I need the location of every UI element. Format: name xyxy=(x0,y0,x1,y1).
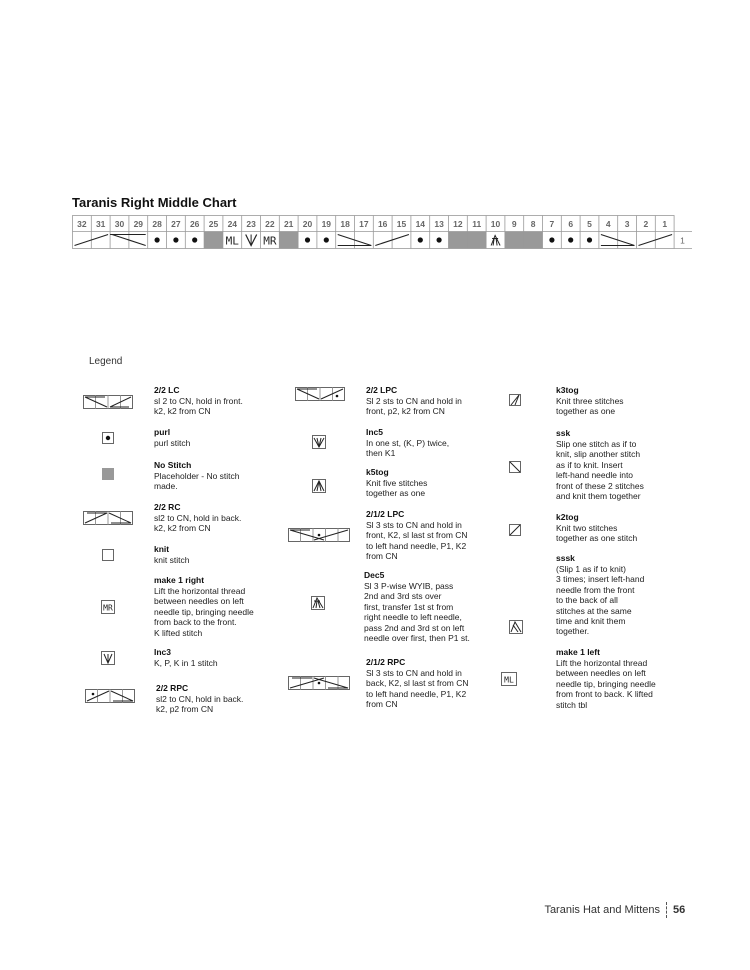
column-number: 3 xyxy=(624,219,630,229)
column-number: 19 xyxy=(321,219,332,229)
legend-entry-2-1-2-rpc xyxy=(366,657,469,710)
legend-name: 2/2 RC xyxy=(154,502,181,512)
legend-desc: Knit three stitches together as one xyxy=(556,396,624,417)
cable-2-1-2-rpc-icon xyxy=(288,676,350,690)
k2tog-icon xyxy=(509,524,521,536)
svg-text:ML: ML xyxy=(225,234,239,248)
legend-name: 2/2 LC xyxy=(154,385,180,395)
chart-cell xyxy=(155,237,160,242)
chart-cell xyxy=(437,237,442,242)
legend-entry-no-stitch xyxy=(154,460,240,492)
column-number: 15 xyxy=(396,219,407,229)
legend-desc: sl2 to CN, hold in back. k2, k2 from CN xyxy=(154,513,242,534)
legend-entry-2-2-lpc xyxy=(366,385,462,417)
dec5-icon xyxy=(311,596,325,610)
column-number: 29 xyxy=(133,219,144,229)
page-number: 56 xyxy=(673,904,686,916)
legend-name: make 1 right xyxy=(154,575,205,585)
legend-name: 2/1/2 LPC xyxy=(366,509,405,519)
legend-entry-inc3 xyxy=(154,647,218,668)
legend-desc: purl stitch xyxy=(154,438,191,448)
legend-name: k5tog xyxy=(366,467,389,477)
cable-2-2-rc-icon xyxy=(83,511,133,525)
legend-name: purl xyxy=(154,427,171,437)
column-number: 28 xyxy=(152,219,162,229)
cable-2-2-lpc-icon xyxy=(295,387,345,401)
column-number: 8 xyxy=(530,219,536,229)
column-number: 13 xyxy=(434,219,444,229)
column-number: 31 xyxy=(95,219,106,229)
chart-cell xyxy=(587,237,592,242)
legend-name: Dec5 xyxy=(364,570,385,580)
chart-cell xyxy=(449,232,468,249)
chart-cell xyxy=(491,236,500,246)
legend-entry-2-2-rpc xyxy=(156,683,243,715)
column-number: 7 xyxy=(549,219,555,229)
column-number: 21 xyxy=(283,219,294,229)
k3tog-icon xyxy=(509,394,521,406)
chart-cell xyxy=(279,232,298,249)
legend-entry-k2tog xyxy=(556,512,637,544)
legend-desc: Sl 3 P-wise WYIB, pass 2nd and 3rd sts over first, transfer 1st st from right needle to left needle, pass 2nd and 3rd st on left needle over first, then P1 st. xyxy=(364,581,470,644)
chart-cell xyxy=(505,232,524,249)
legend-name: knit xyxy=(154,544,170,554)
column-number: 17 xyxy=(359,219,369,229)
legend-desc: sl 2 to CN, hold in front. k2, k2 from CN xyxy=(154,396,243,417)
column-number: 10 xyxy=(490,219,501,229)
column-number: 32 xyxy=(77,219,87,229)
footer-separator xyxy=(666,902,667,918)
no-stitch-icon xyxy=(102,468,114,480)
legend-entry-k5tog xyxy=(366,467,427,499)
legend-desc: K, P, K in 1 stitch xyxy=(154,658,218,668)
legend-desc: Sl 3 sts to CN and hold in front, K2, sl last st from CN to left hand needle, P1, K2 from CN xyxy=(366,520,468,562)
chart-cell xyxy=(305,237,310,242)
chart-cell xyxy=(549,237,554,242)
legend-entry-2-1-2-lpc xyxy=(366,509,468,562)
column-number: 22 xyxy=(265,219,275,229)
svg-text:MR: MR xyxy=(103,603,113,613)
k5tog-icon xyxy=(312,479,326,493)
column-number: 18 xyxy=(340,219,350,229)
chart-cell xyxy=(246,235,257,246)
legend-desc: Knit five stitches together as one xyxy=(366,478,428,499)
legend-desc: knit stitch xyxy=(154,555,190,565)
column-number: 20 xyxy=(302,219,313,229)
column-number: 25 xyxy=(208,219,219,229)
column-number: 5 xyxy=(587,219,592,229)
chart-cell xyxy=(467,232,486,249)
legend-entry-sssk xyxy=(556,553,644,637)
column-number: 9 xyxy=(511,219,517,229)
chart-cell xyxy=(418,237,423,242)
legend-entry-inc5 xyxy=(366,427,449,459)
legend-name: 2/2 LPC xyxy=(366,385,398,395)
sssk-icon xyxy=(509,620,523,634)
chart-cell xyxy=(263,235,277,248)
svg-text:ML: ML xyxy=(504,675,514,685)
svg-text:MR: MR xyxy=(263,234,277,248)
cable-2-2-lc-icon xyxy=(83,395,133,409)
chart-cell xyxy=(324,237,329,242)
column-number: 16 xyxy=(377,219,388,229)
cable-2-2-rpc-icon xyxy=(85,689,135,703)
column-number: 6 xyxy=(568,219,574,229)
legend-name: No Stitch xyxy=(154,460,192,470)
legend-entry-2-2-rc xyxy=(154,502,241,534)
legend-desc: Slip one stitch as if to knit, slip another stitch as if to knit. Insert left-hand needle into front of these 2 stitches and knit them together xyxy=(556,439,644,502)
column-number: 2 xyxy=(643,219,649,229)
knitting-chart xyxy=(72,215,692,255)
legend-entry-k3tog xyxy=(556,385,624,417)
column-number: 12 xyxy=(453,219,463,229)
chart-title: Taranis Right Middle Chart xyxy=(72,195,237,210)
legend-entry-dec5 xyxy=(364,570,470,643)
legend-entry-knit xyxy=(154,544,189,565)
column-number: 24 xyxy=(227,219,238,229)
legend-desc: (Slip 1 as if to knit) 3 times; insert left-hand needle from the front to the back of all stitches at the same time and knit them together. xyxy=(556,564,645,637)
legend-desc: sl2 to CN, hold in back. k2, p2 from CN xyxy=(156,694,244,715)
chart-cell xyxy=(204,232,223,249)
legend-desc: In one st, (K, P) twice, then K1 xyxy=(366,438,450,459)
legend-name: k3tog xyxy=(556,385,579,395)
legend-title: Legend xyxy=(89,356,123,367)
column-number: 30 xyxy=(114,219,125,229)
column-number: 4 xyxy=(605,219,611,229)
legend-name: make 1 left xyxy=(556,647,600,657)
inc5-icon xyxy=(312,435,326,449)
make-1-left-icon xyxy=(501,672,517,686)
legend-desc: Lift the horizontal thread between needles on left needle tip, bringing needle from back to the front. K lifted stitch xyxy=(154,586,254,638)
legend-name: sssk xyxy=(556,553,575,563)
chart-cell xyxy=(226,235,240,248)
legend-desc: Sl 2 sts to CN and hold in front, p2, k2 from CN xyxy=(366,396,462,417)
purl-icon xyxy=(102,432,114,444)
ssk-icon xyxy=(509,461,521,473)
column-number: 14 xyxy=(415,219,426,229)
legend-name: 2/1/2 RPC xyxy=(366,657,406,667)
chart-cell xyxy=(568,237,573,242)
legend-entry-ssk xyxy=(556,428,644,501)
column-number: 26 xyxy=(189,219,200,229)
cable-2-1-2-lpc-icon xyxy=(288,528,350,542)
chart-cell xyxy=(524,232,543,249)
legend-name: ssk xyxy=(556,428,571,438)
legend-entry-make-1-right xyxy=(154,575,254,638)
legend-name: Inc5 xyxy=(366,427,384,437)
make-1-right-icon xyxy=(101,600,115,614)
row-number: 1 xyxy=(680,235,685,246)
column-number: 23 xyxy=(246,219,256,229)
legend-desc: Lift the horizontal thread between needles on left needle tip, bringing needle from front to back. K lifted stitch tbl xyxy=(556,658,656,710)
legend-entry-2-2-lc xyxy=(154,385,243,417)
legend-entry-make-1-left xyxy=(556,647,656,710)
legend-name: 2/2 RPC xyxy=(156,683,189,693)
knit-icon xyxy=(102,549,114,561)
chart-cell xyxy=(173,237,178,242)
legend-desc: Sl 3 sts to CN and hold in back, K2, sl last st from CN to left hand needle, P1, K2 from CN xyxy=(366,668,469,710)
column-number: 1 xyxy=(662,219,668,229)
legend-name: k2tog xyxy=(556,512,579,522)
legend-desc: Placeholder - No stitch made. xyxy=(154,471,240,492)
column-number: 27 xyxy=(171,219,181,229)
legend-desc: Knit two stitches together as one stitch xyxy=(556,523,638,544)
legend-name: Inc3 xyxy=(154,647,172,657)
inc3-icon xyxy=(101,651,115,665)
legend-entry-purl xyxy=(154,427,190,448)
footer-title: Taranis Hat and Mittens xyxy=(544,904,660,916)
chart-cell xyxy=(192,237,197,242)
column-number: 11 xyxy=(472,219,482,229)
